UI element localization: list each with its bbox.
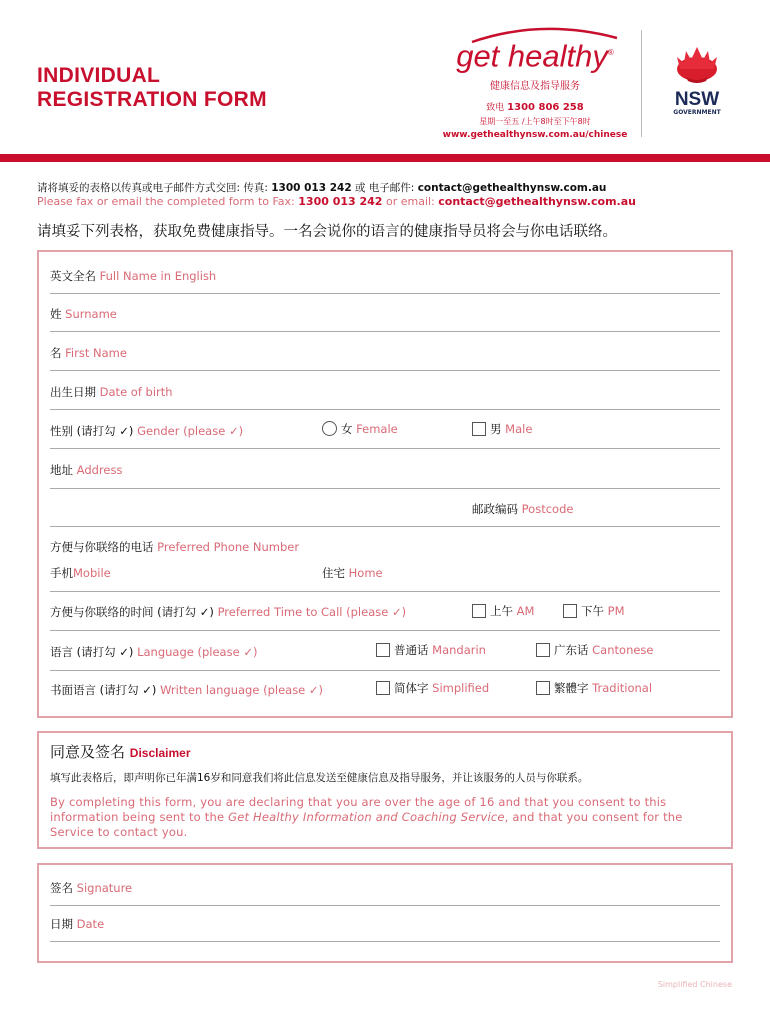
time-am-option[interactable] <box>472 603 534 619</box>
signature-en: Signature <box>76 881 133 895</box>
registered-mark: ® <box>607 48 614 57</box>
disclaimer-title <box>50 741 191 762</box>
am-cn: 上午 <box>490 604 513 618</box>
address-field[interactable] <box>50 488 720 489</box>
form-title <box>37 64 267 112</box>
instr-cn-fax: 1300 013 242 <box>271 182 352 194</box>
instr-en-fax: 1300 013 242 <box>298 195 383 208</box>
instr-cn-mid: 或 电子邮件: <box>351 182 418 194</box>
logo-wordmark: get healthy <box>456 38 608 74</box>
male-en: Male <box>505 422 533 436</box>
female-cn: 女 <box>341 422 353 436</box>
language-label <box>50 644 257 660</box>
disclaimer-chinese: 填写此表格后，即声明你已年满16岁和同意我们将此信息发送至健康信息及指导服务，并让该服务的人员与你联系。 <box>50 772 589 784</box>
surname-cn: 姓 <box>50 307 62 321</box>
time-cn: 方便与你联络的时间 (请打勾 ✓) <box>50 605 214 619</box>
pm-en: PM <box>607 604 625 618</box>
service-url[interactable]: www.gethealthynsw.com.au/chinese <box>442 130 628 141</box>
written-simplified-option[interactable] <box>376 680 489 696</box>
language-en: Language (please ✓) <box>137 645 258 659</box>
cantonese-cn: 广东话 <box>554 643 589 657</box>
signature-label <box>50 880 132 896</box>
language-cantonese-option[interactable] <box>536 642 654 658</box>
address-label <box>50 462 122 478</box>
full-name-label <box>50 268 216 284</box>
instr-cn-prefix: 请将填妥的表格以传真或电子邮件方式交回: 传真: <box>37 182 272 194</box>
cantonese-checkbox[interactable] <box>536 643 550 657</box>
am-en: AM <box>516 604 535 618</box>
phone-cn: 方便与你联络的电话 <box>50 540 154 554</box>
male-cn: 男 <box>490 422 502 436</box>
full-name-en: Full Name in English <box>99 269 217 283</box>
instr-en-mid: or email: <box>382 195 439 208</box>
surname-label <box>50 306 117 322</box>
address-cn: 地址 <box>50 463 73 477</box>
disclaimer-en-part1: By completing this form, you are declaring that you are over the age of 16 and that you consent to this information being sent to the <box>50 795 667 824</box>
time-rule <box>50 630 720 631</box>
mobile-cn: 手机 <box>50 566 73 580</box>
first-name-field[interactable] <box>50 370 720 371</box>
nsw-government-logo <box>662 45 732 116</box>
written-language-label <box>50 682 323 698</box>
dob-field[interactable] <box>50 409 720 410</box>
disclaimer-english <box>50 795 720 840</box>
language-rule <box>50 670 720 671</box>
full-name-cn: 英文全名 <box>50 269 96 283</box>
dob-cn: 出生日期 <box>50 385 96 399</box>
time-en: Preferred Time to Call (please ✓) <box>217 605 407 619</box>
gender-cn: 性别 (请打勾 ✓) <box>50 424 134 438</box>
service-phone: 1300 806 258 <box>507 102 584 114</box>
written-traditional-option[interactable] <box>536 680 652 696</box>
date-cn: 日期 <box>50 917 73 931</box>
nsw-government: GOVERNMENT <box>673 109 721 116</box>
phone-label: 致电 <box>486 103 505 114</box>
simplified-cn: 简体字 <box>394 681 429 695</box>
postcode-en: Postcode <box>521 502 574 516</box>
simplified-checkbox[interactable] <box>376 681 390 695</box>
waratah-icon <box>672 45 722 85</box>
time-pm-option[interactable] <box>563 603 625 619</box>
home-cn: 住宅 <box>322 566 345 580</box>
pm-cn: 下午 <box>581 604 604 618</box>
logo-subtitle: 健康信息及指导服务 <box>490 81 580 93</box>
instructions-english <box>37 195 636 208</box>
time-label <box>50 604 406 620</box>
first-name-label <box>50 345 127 361</box>
instructions-chinese <box>37 180 606 195</box>
nsw-name: NSW <box>674 89 720 110</box>
signature-cn: 签名 <box>50 881 73 895</box>
swoosh-icon <box>452 24 622 44</box>
surname-en: Surname <box>65 307 117 321</box>
full-name-field[interactable] <box>50 293 720 294</box>
mobile-label <box>50 565 111 581</box>
language-mandarin-option[interactable] <box>376 642 486 658</box>
disclaimer-en-service: Get Healthy Information and Coaching Service <box>228 810 505 824</box>
am-checkbox[interactable] <box>472 604 486 618</box>
get-healthy-logo <box>440 24 630 140</box>
traditional-en: Traditional <box>592 681 653 695</box>
first-name-en: First Name <box>65 346 127 360</box>
signature-field[interactable] <box>50 905 720 906</box>
home-label <box>322 565 383 581</box>
service-hours: 星期一至五 /上午8时至下午8时 <box>479 117 591 127</box>
gender-label <box>50 423 243 439</box>
date-label <box>50 916 104 932</box>
pm-checkbox[interactable] <box>563 604 577 618</box>
female-radio[interactable] <box>322 421 337 436</box>
gender-rule <box>50 448 720 449</box>
footer-language-note: Simplified Chinese <box>657 980 732 989</box>
date-en: Date <box>76 917 105 931</box>
home-en: Home <box>348 566 383 580</box>
mobile-en: Mobile <box>73 566 111 580</box>
instr-en-prefix: Please fax or email the completed form to Fax: <box>37 195 299 208</box>
first-name-cn: 名 <box>50 346 62 360</box>
header-band <box>0 154 770 162</box>
language-cn: 语言 (请打勾 ✓) <box>50 645 134 659</box>
female-en: Female <box>356 422 398 436</box>
male-checkbox[interactable] <box>472 422 486 436</box>
instr-cn-email: contact@gethealthynsw.com.au <box>417 182 607 194</box>
title-line-2: REGISTRATION FORM <box>37 88 267 111</box>
disclaimer-title-cn: 同意及签名 <box>50 743 126 761</box>
gender-en: Gender (please ✓) <box>137 424 244 438</box>
instructions-headline: 请填妥下列表格，获取免费健康指导。一名会说你的语言的健康指导员将会与你电话联络。 <box>37 224 617 240</box>
traditional-checkbox[interactable] <box>536 681 550 695</box>
postcode-label <box>472 501 573 517</box>
phone-field[interactable] <box>50 591 720 592</box>
gender-female-option[interactable] <box>322 421 398 437</box>
phone-label-row <box>50 539 299 555</box>
dob-en: Date of birth <box>99 385 173 399</box>
mandarin-en: Mandarin <box>432 643 486 657</box>
title-line-1: INDIVIDUAL <box>37 64 161 87</box>
cantonese-en: Cantonese <box>592 643 654 657</box>
gender-male-option[interactable] <box>472 421 532 437</box>
postcode-field[interactable] <box>50 526 720 527</box>
surname-field[interactable] <box>50 331 720 332</box>
address-en: Address <box>76 463 123 477</box>
instr-en-email: contact@gethealthynsw.com.au <box>438 195 636 208</box>
date-field[interactable] <box>50 941 720 942</box>
header-divider <box>641 30 642 137</box>
mandarin-cn: 普通话 <box>394 643 429 657</box>
mandarin-checkbox[interactable] <box>376 643 390 657</box>
disclaimer-en-part2: , and that you consent for the Service to contact you. <box>50 810 683 839</box>
postcode-cn: 邮政编码 <box>472 502 518 516</box>
disclaimer-title-en: Disclaimer <box>129 746 191 760</box>
phone-en: Preferred Phone Number <box>157 540 300 554</box>
written-en: Written language (please ✓) <box>160 683 324 697</box>
dob-label <box>50 384 173 400</box>
written-cn: 书面语言 (请打勾 ✓) <box>50 683 157 697</box>
signature-box <box>37 863 733 963</box>
traditional-cn: 繁體字 <box>554 681 589 695</box>
simplified-en: Simplified <box>432 681 490 695</box>
